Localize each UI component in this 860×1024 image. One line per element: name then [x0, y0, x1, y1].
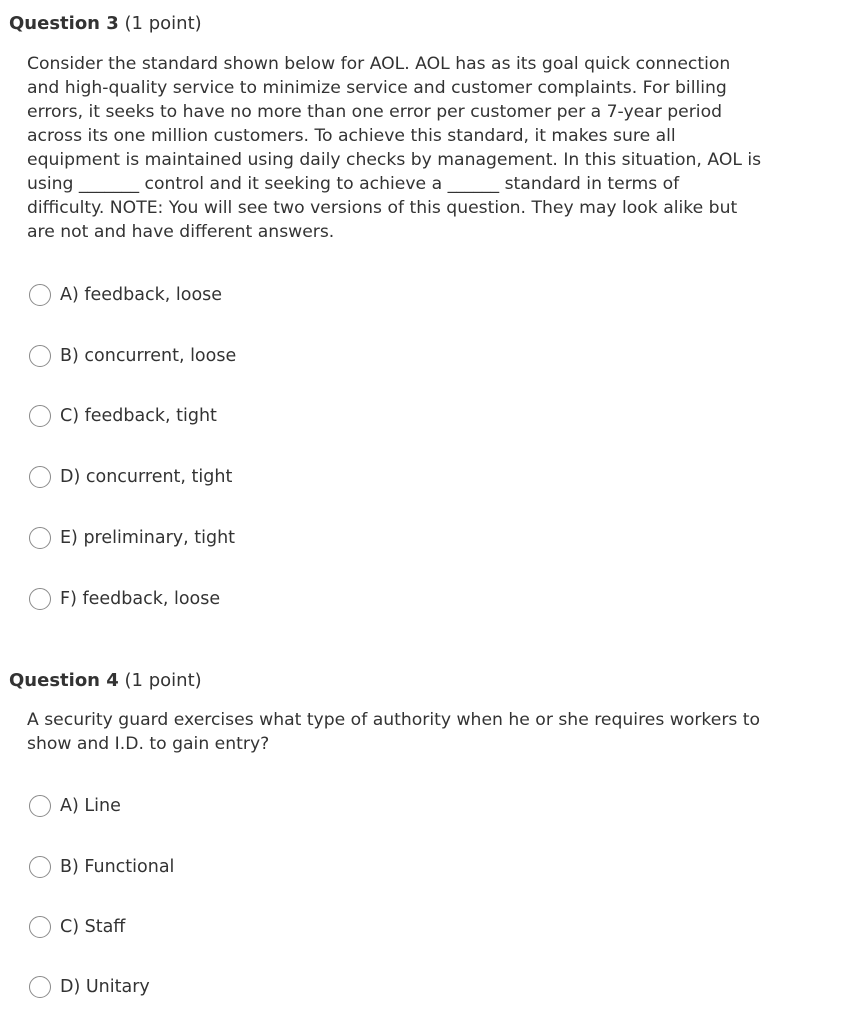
answer-option-a[interactable]	[29, 792, 121, 820]
answer-option-label: C) Staff	[60, 917, 126, 937]
answer-option-e[interactable]	[29, 524, 235, 552]
question-text-line: difficulty. NOTE: You will see two versions of this question. They may look alike but	[27, 198, 738, 218]
answer-option-label: B) concurrent, loose	[60, 346, 237, 366]
radio-button[interactable]	[29, 916, 51, 938]
answer-option-label: A) Line	[60, 796, 121, 816]
answer-option-b[interactable]	[29, 853, 174, 881]
radio-button[interactable]	[29, 976, 51, 998]
radio-button[interactable]	[29, 466, 51, 488]
question-points: (1 point)	[124, 13, 202, 34]
question-title: Question 4	[9, 670, 119, 691]
question-text-line: errors, it seeks to have no more than one error per customer per a 7-year period	[27, 102, 723, 122]
question-text-line: across its one million customers. To achieve this standard, it makes sure all	[27, 126, 676, 146]
answer-option-c[interactable]	[29, 402, 217, 430]
radio-button[interactable]	[29, 405, 51, 427]
question-text-line: using _______ control and it seeking to achieve a ______ standard in terms of	[27, 174, 680, 194]
answer-option-a[interactable]	[29, 281, 222, 309]
radio-button[interactable]	[29, 856, 51, 878]
radio-button[interactable]	[29, 795, 51, 817]
answer-option-d[interactable]	[29, 973, 150, 1001]
question-header	[9, 669, 202, 693]
answer-option-label: E) preliminary, tight	[60, 528, 236, 548]
answer-option-c[interactable]	[29, 913, 125, 941]
question-title: Question 3	[9, 13, 119, 34]
question-text-line: and high-quality service to minimize service and customer complaints. For billing	[27, 78, 727, 98]
question-text	[27, 708, 787, 756]
answer-option-d[interactable]	[29, 463, 232, 491]
answer-option-label: A) feedback, loose	[60, 285, 223, 305]
question-text-line: are not and have different answers.	[27, 222, 335, 242]
question-text-line: Consider the standard shown below for AOL. AOL has as its goal quick connection	[27, 54, 731, 74]
question-text-line: show and I.D. to gain entry?	[27, 734, 270, 754]
question-header	[9, 12, 202, 36]
answer-option-f[interactable]	[29, 585, 220, 613]
answer-option-label: F) feedback, loose	[60, 589, 221, 609]
question-points: (1 point)	[124, 670, 202, 691]
question-text-line: equipment is maintained using daily checks by management. In this situation, AOL is	[27, 150, 762, 170]
radio-button[interactable]	[29, 284, 51, 306]
question-text	[27, 52, 787, 244]
question-text-line: A security guard exercises what type of authority when he or she requires workers to	[27, 710, 761, 730]
radio-button[interactable]	[29, 527, 51, 549]
answer-option-b[interactable]	[29, 342, 236, 370]
answer-option-label: C) feedback, tight	[60, 406, 217, 426]
answer-option-label: B) Functional	[60, 857, 175, 877]
answer-option-label: D) concurrent, tight	[60, 467, 233, 487]
answer-option-label: D) Unitary	[60, 977, 150, 997]
radio-button[interactable]	[29, 588, 51, 610]
radio-button[interactable]	[29, 345, 51, 367]
